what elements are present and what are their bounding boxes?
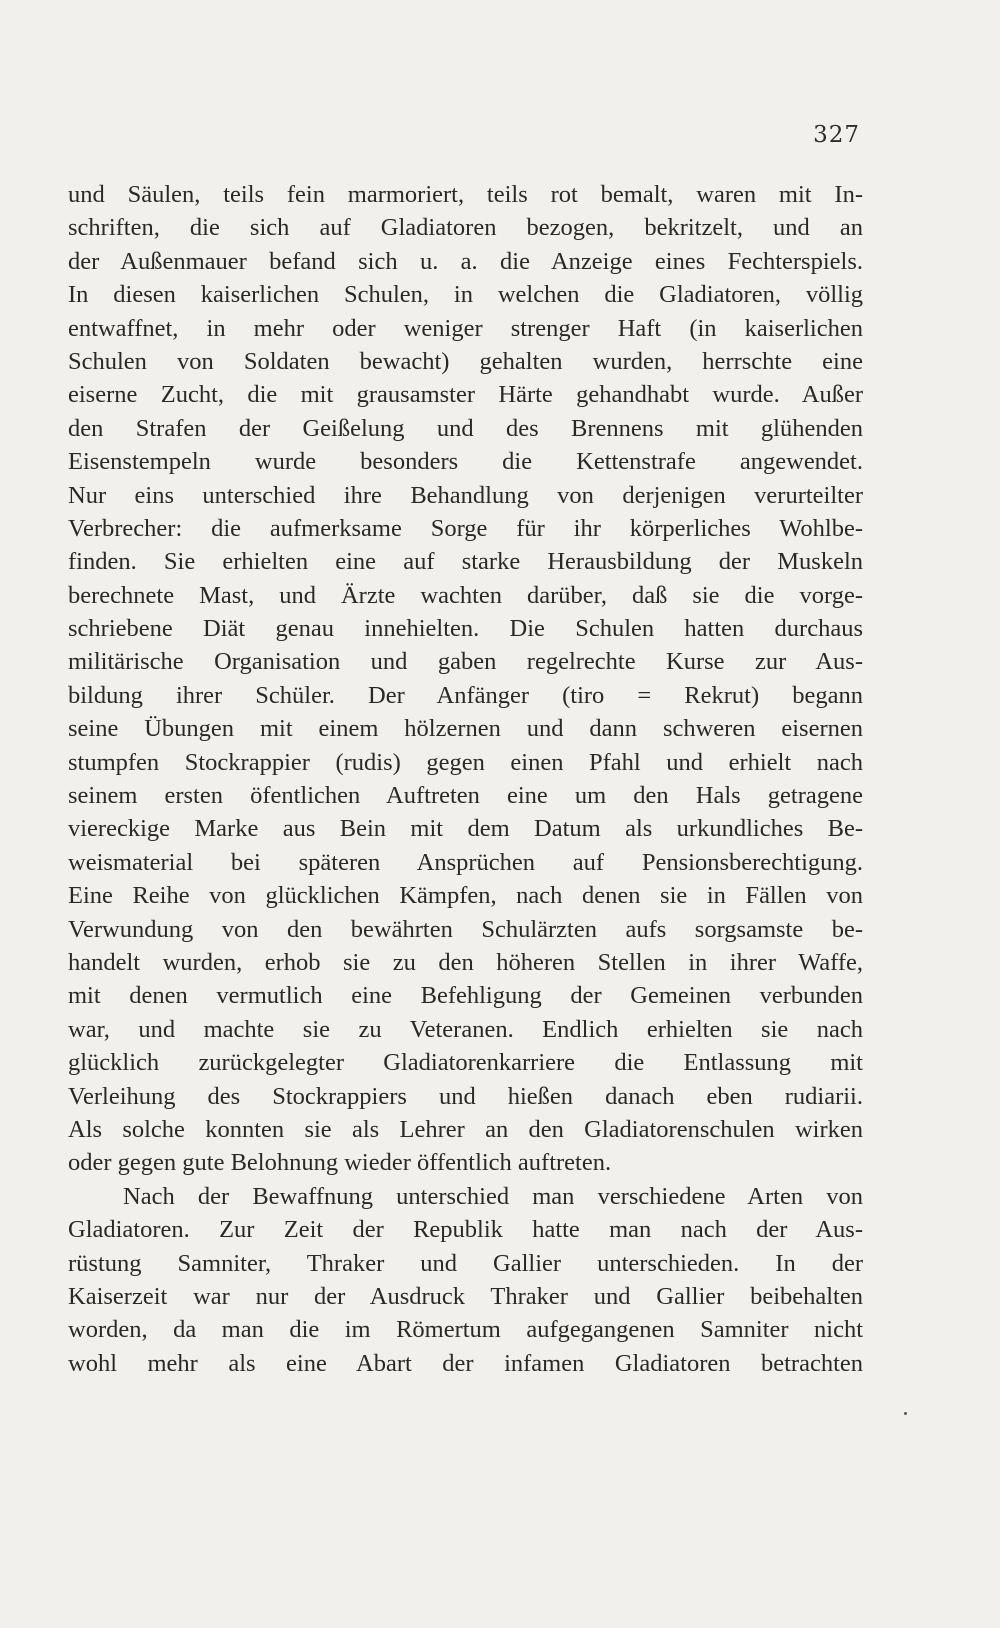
body-text: [68, 178, 863, 1380]
text-line: seine Übungen mit einem hölzernen und dann schweren eisernen: [68, 715, 863, 743]
text-line: militärische Organisation und gaben regelrechte Kurse zur Aus-: [68, 648, 863, 676]
text-line: war, und machte sie zu Veteranen. Endlich erhielten sie nach: [68, 1015, 863, 1043]
text-line: In diesen kaiserlichen Schulen, in welchen die Gladiatoren, völlig: [68, 281, 863, 309]
text-line: den Strafen der Geißelung und des Brennens mit glühenden: [68, 414, 863, 442]
text-line: viereckige Marke aus Bein mit dem Datum als urkundliches Be-: [68, 815, 863, 843]
page-number: 327: [813, 122, 860, 148]
text-line: der Außenmauer befand sich u. a. die Anzeige eines Fechterspiels.: [68, 247, 863, 275]
text-line: wohl mehr als eine Abart der infamen Gladiatoren betrachten: [68, 1349, 863, 1377]
text-line: Kaiserzeit war nur der Ausdruck Thraker und Gallier beibehalten: [68, 1282, 863, 1310]
text-line: berechnete Mast, und Ärzte wachten darüber, daß sie die vorge-: [68, 581, 863, 609]
text-line: und Säulen, teils fein marmoriert, teils rot bemalt, waren mit In-: [68, 181, 863, 208]
text-line: bildung ihrer Schüler. Der Anfänger (tiro = Rekrut) begann: [68, 681, 863, 709]
text-line: seinem ersten öfentlichen Auftreten eine um den Hals getragene: [68, 782, 863, 810]
paper-speck: [904, 1412, 907, 1415]
text-line: Verwundung von den bewährten Schulärzten aufs sorgsamste be-: [68, 915, 863, 943]
text-line: stumpfen Stockrappier (rudis) gegen einen Pfahl und erhielt nach: [68, 748, 863, 776]
text-line: mit denen vermutlich eine Befehligung der Gemeinen verbunden: [68, 982, 863, 1010]
text-line: Verleihung des Stockrappiers und hießen danach eben rudiarii.: [68, 1082, 863, 1110]
text-line: schriebene Diät genau innehielten. Die Schulen hatten durchaus: [68, 615, 863, 643]
text-line: Eisenstempeln wurde besonders die Kettenstrafe angewendet.: [68, 448, 863, 476]
text-line: Verbrecher: die aufmerksame Sorge für ihr körperliches Wohlbe-: [68, 514, 863, 542]
text-line: schriften, die sich auf Gladiatoren bezogen, bekritzelt, und an: [68, 214, 863, 242]
text-line: worden, da man die im Römertum aufgegangenen Samniter nicht: [68, 1316, 863, 1344]
text-line: rüstung Samniter, Thraker und Gallier unterschieden. In der: [68, 1249, 863, 1277]
text-line: Nur eins unterschied ihre Behandlung von derjenigen verurteilter: [68, 481, 863, 509]
paragraph-1: [68, 178, 863, 1180]
text-line: Als solche konnten sie als Lehrer an den Gladiatorenschulen wirken: [68, 1115, 863, 1143]
text-line: entwaffnet, in mehr oder weniger strenger Haft (in kaiserlichen: [68, 314, 863, 342]
text-line: Schulen von Soldaten bewacht) gehalten wurden, herrschte eine: [68, 347, 863, 375]
text-line: handelt wurden, erhob sie zu den höheren Stellen in ihrer Waffe,: [68, 948, 863, 976]
text-line: Eine Reihe von glücklichen Kämpfen, nach denen sie in Fällen von: [68, 882, 863, 910]
text-line: Nach der Bewaffnung unterschied man verschiedene Arten von: [123, 1182, 863, 1210]
text-line: Gladiatoren. Zur Zeit der Republik hatte man nach der Aus-: [68, 1216, 863, 1244]
text-line: finden. Sie erhielten eine auf starke Herausbildung der Muskeln: [68, 548, 863, 576]
paragraph-2: [68, 1180, 863, 1380]
text-line: glücklich zurückgelegter Gladiatorenkarriere die Entlassung mit: [68, 1049, 863, 1077]
text-line: weismaterial bei späteren Ansprüchen auf Pensionsberechtigung.: [68, 848, 863, 876]
text-line: oder gegen gute Belohnung wieder öffentlich auftreten.: [68, 1149, 612, 1177]
text-line: eiserne Zucht, die mit grausamster Härte gehandhabt wurde. Außer: [68, 381, 863, 409]
